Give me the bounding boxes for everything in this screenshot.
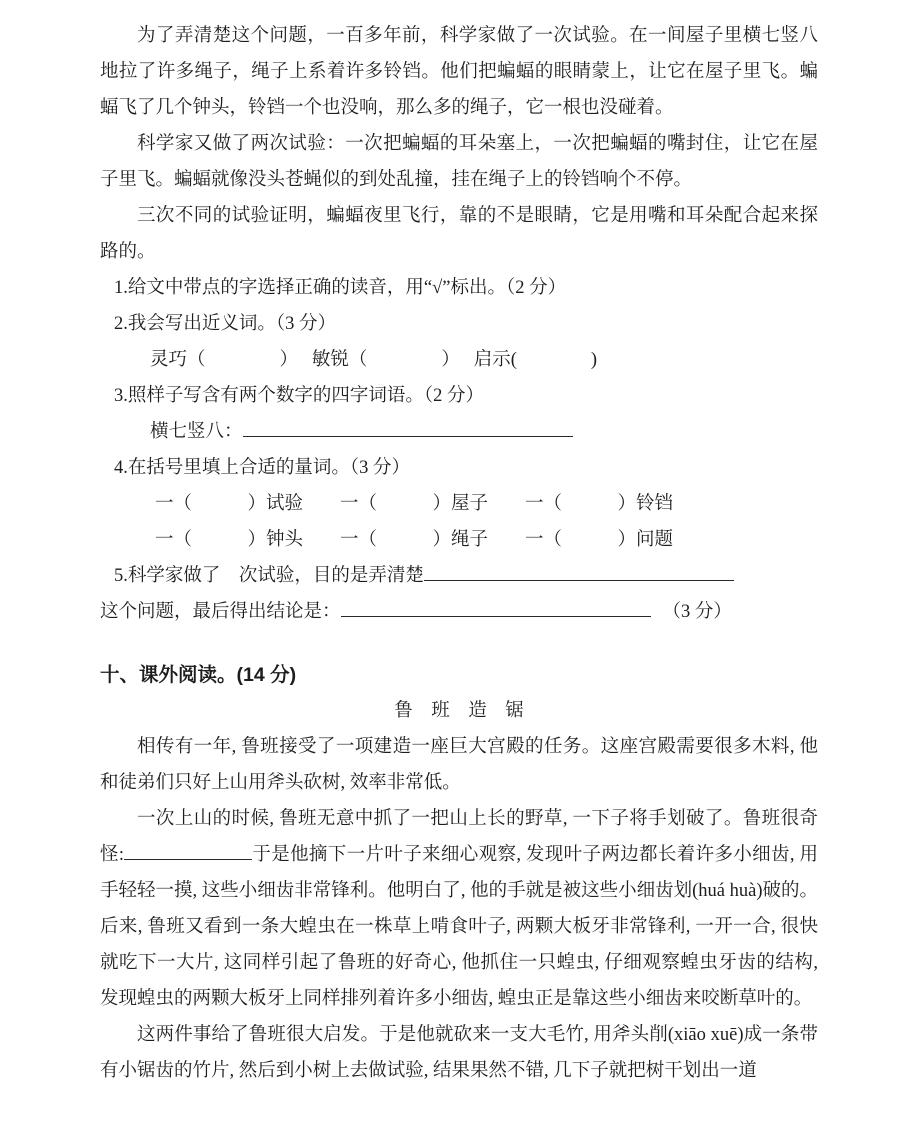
story-paragraph-2: [100, 801, 818, 1017]
question-5-line-2: [100, 594, 818, 630]
question-3-example-label: 横七竖八：: [150, 422, 243, 442]
question-5-score: （3 分）: [662, 602, 732, 622]
question-4-row-2: 一（ ）钟头 一（ ）绳子 一（ ）问题: [155, 530, 674, 550]
question-4-row-1: 一（ ）试验 一（ ）屋子 一（ ）铃铛: [155, 494, 674, 514]
passage-paragraph-3: 三次不同的试验证明，蝙蝠夜里飞行，靠的不是眼睛，它是用嘴和耳朵配合起来探路的。: [100, 206, 818, 262]
reading-passage-bat-experiment: [100, 18, 818, 630]
story-paragraph-3: 这两件事给了鲁班很大启发。于是他就砍来一支大毛竹, 用斧头削(xiāo xuē)成一条带有小锯齿的竹片, 然后到小树上去做试验, 结果果然不错, 几下子就把树干划出一道: [100, 1025, 818, 1081]
passage-paragraph-1: 为了弄清楚这个问题，一百多年前，科学家做了一次试验。在一间屋子里横七竖八地拉了许多绳子，绳子上系着许多铃铛。他们把蝙蝠的眼睛蒙上，让它在屋子里飞。蝙蝠飞了几个钟头，铃铛一个也没响，那么多的绳子，它一根也没碰着。: [100, 26, 818, 118]
story-paragraph-1: 相传有一年, 鲁班接受了一项建造一座巨大宫殿的任务。这座宫殿需要很多木料, 他和徒弟们只好上山用斧头砍树, 效率非常低。: [100, 737, 818, 793]
story-paragraph-2-before-blank: 一次上山的时候, 鲁班无意中抓了一把山上长的野草, 一下子将手划破了。鲁班很奇怪:: [100, 809, 818, 865]
answer-blank-q5b: [341, 597, 651, 617]
question-5-line-1: [100, 558, 818, 594]
question-2-synonym-items: 灵巧（ ） 敏锐（ ） 启示( ): [150, 350, 598, 370]
question-3: 3.照样子写含有两个数字的四字词语。（2 分）: [114, 386, 485, 406]
answer-blank-q3: [243, 417, 573, 437]
answer-blank-story: [124, 840, 252, 860]
story-paragraph-2-after-blank: 于是他摘下一片叶子来细心观察, 发现叶子两边都长着许多小细齿, 用手轻轻一摸, 这些小细齿非常锋利。他明白了, 他的手就是被这些小细齿划(huá huà)破的。后来, 鲁班又看到一条大蝗虫在一株草上啃食叶子, 两颗大板牙非常锋利, 一开一合, 很快就吃下一大片, 这同样引起了鲁班的好奇心, 他抓住一只蝗虫, 仔细观察蝗虫牙齿的结构, 发现蝗虫的两颗大板牙上同样排列着许多小细齿, 蝗虫正是靠这些小细齿来咬断草叶的。: [100, 845, 818, 1009]
answer-blank-q5a: [424, 561, 734, 581]
question-3-example-line: [100, 414, 818, 450]
question-5-text-2: 这个问题，最后得出结论是：: [100, 602, 341, 622]
section-heading: 十、课外阅读。(14 分): [100, 664, 297, 686]
question-5-text-1: 5.科学家做了 次试验，目的是弄清楚: [114, 566, 424, 586]
question-2: 2.我会写出近义词。（3 分）: [114, 314, 337, 334]
question-4: 4.在括号里填上合适的量词。（3 分）: [114, 458, 411, 478]
passage-paragraph-2: 科学家又做了两次试验：一次把蝙蝠的耳朵塞上，一次把蝙蝠的嘴封住，让它在屋子里飞。蝙蝠就像没头苍蝇似的到处乱撞，挂在绳子上的铃铛响个不停。: [100, 134, 818, 190]
section-extracurricular-reading: [100, 657, 818, 1089]
story-title: 鲁 班 造 锯: [394, 701, 524, 721]
question-1: 1.给文中带点的字选择正确的读音，用“√”标出。（2 分）: [114, 278, 567, 298]
